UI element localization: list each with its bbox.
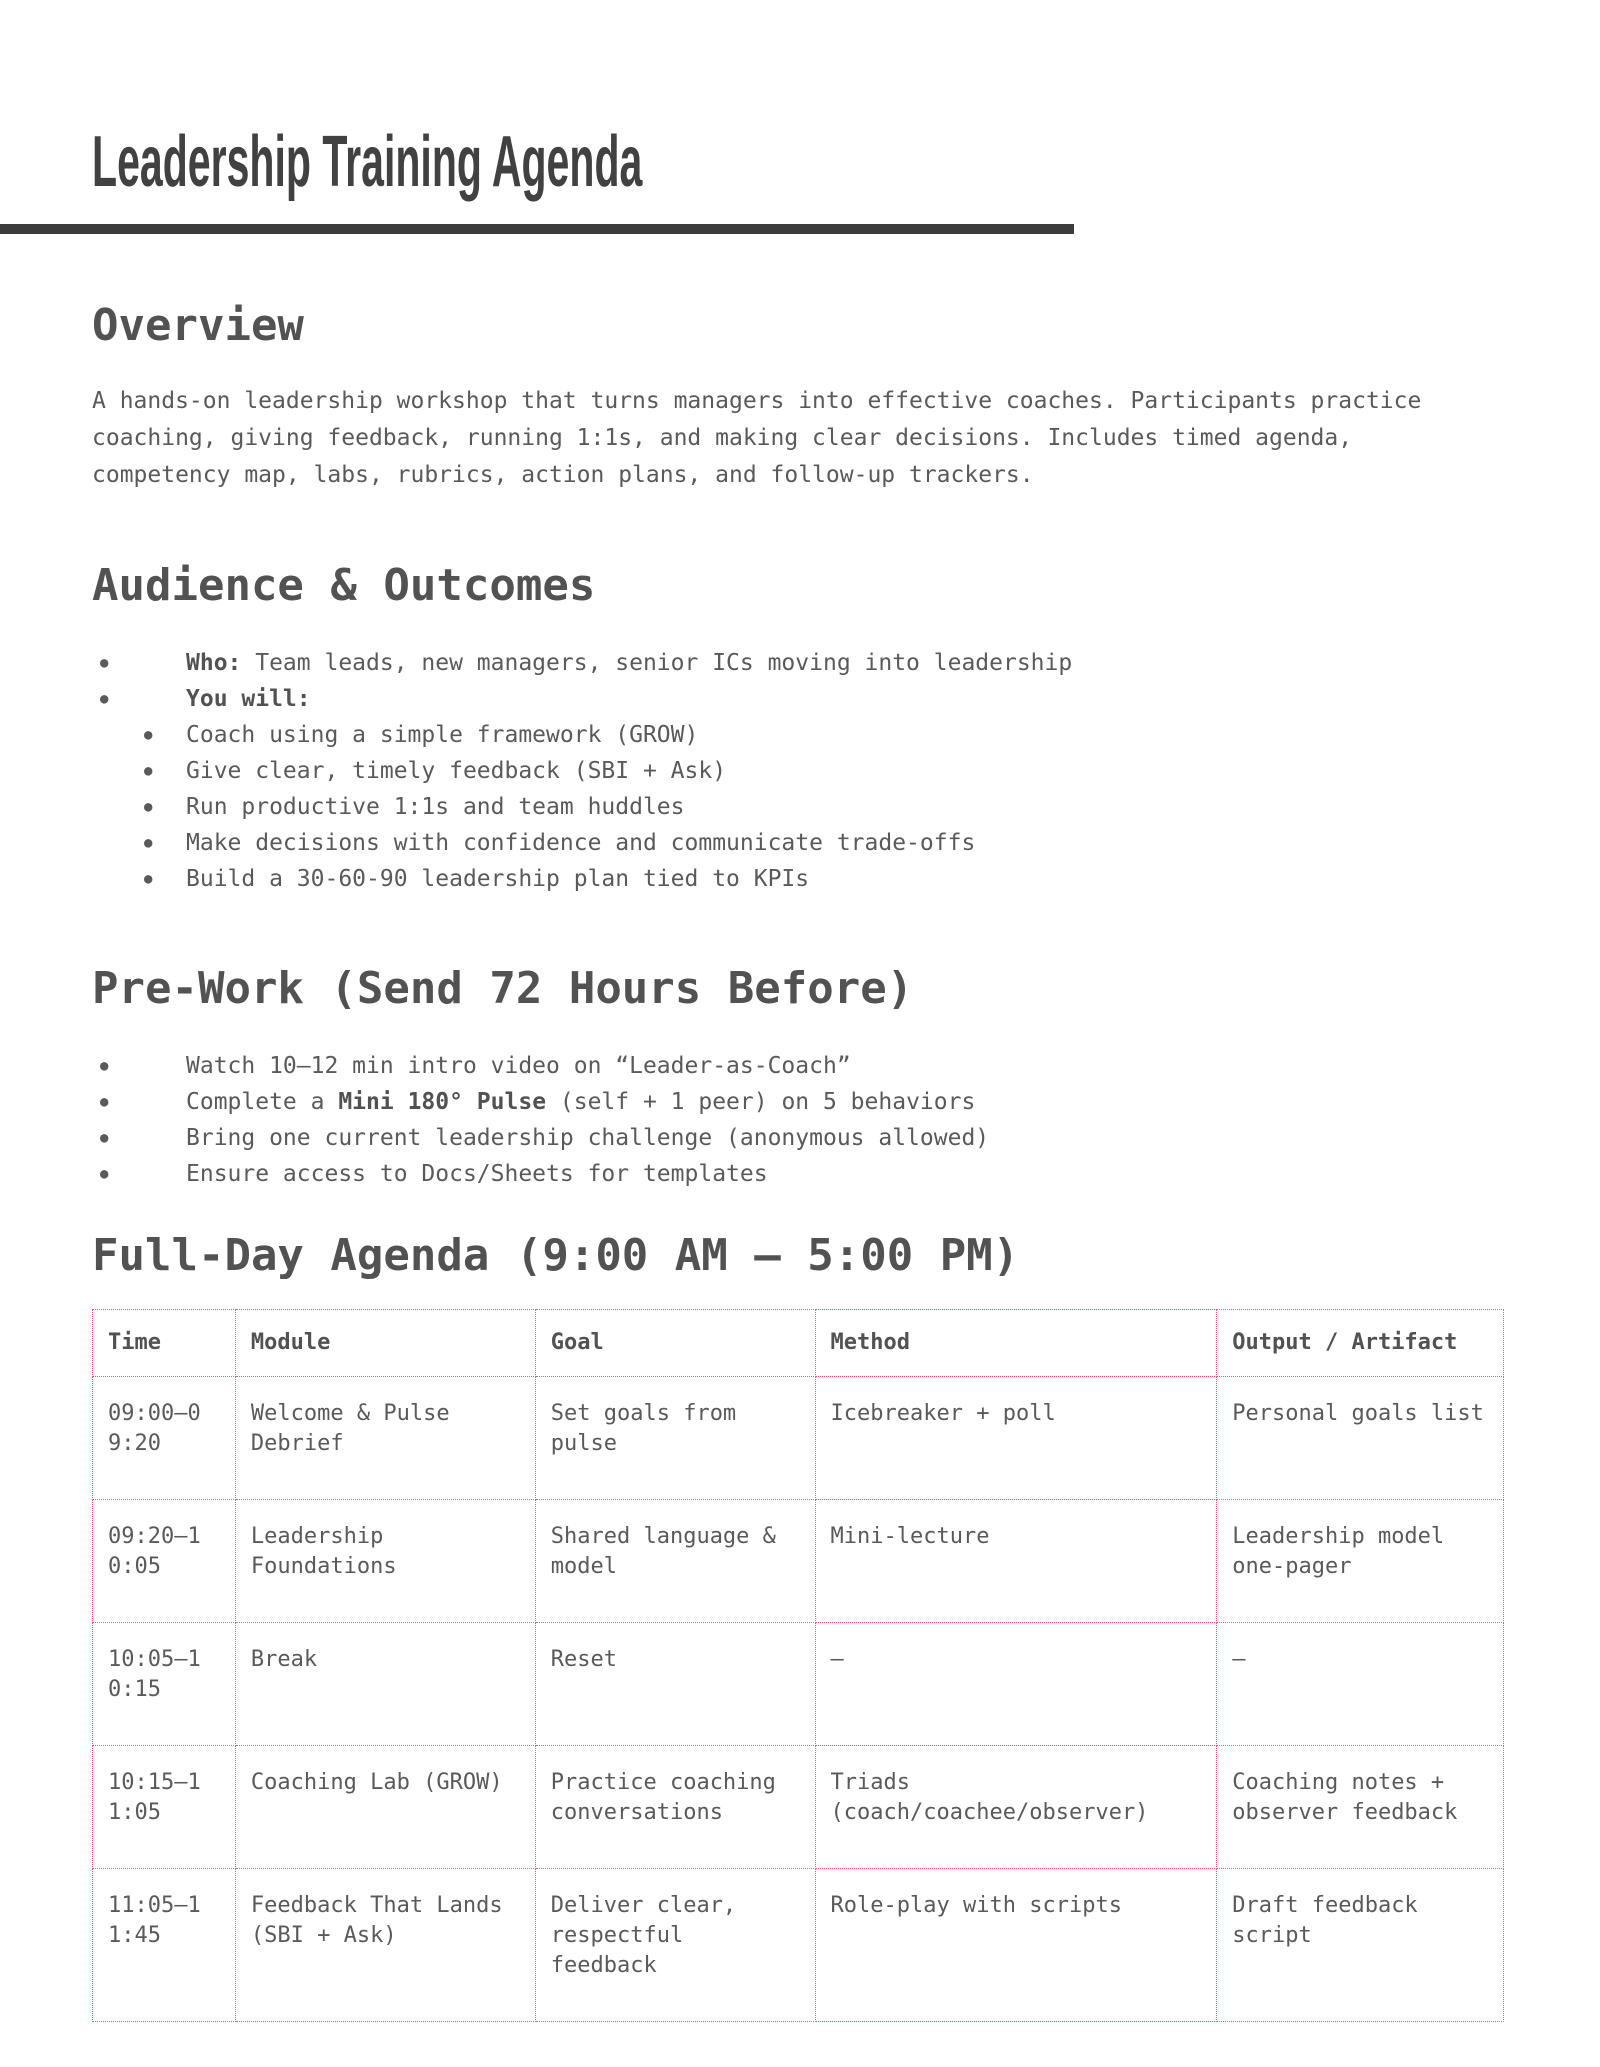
bold-text: Mini 180° Pulse: [338, 1089, 547, 1115]
title-rule-divider: [0, 224, 1074, 234]
agenda-heading: Full-Day Agenda (9:00 AM – 5:00 PM): [92, 1230, 1020, 1281]
bold-text: You will:: [186, 686, 311, 712]
list-item: ● Bring one current leadership challenge (anonymous allowed): [92, 1120, 1504, 1156]
table-cell: Set goals from pulse: [535, 1377, 815, 1500]
table-cell: Personal goals list: [1217, 1377, 1504, 1500]
list-item: ● Who: Team leads, new managers, senior ICs moving into leadership: [92, 645, 1504, 681]
agenda-table-header-row: [93, 1310, 1504, 1377]
sub-list: [92, 717, 1504, 897]
overview-heading: Overview: [92, 300, 304, 351]
prework-list: [92, 1048, 1504, 1192]
list-item: [92, 681, 1504, 717]
time-cell: 11:05–11:45: [93, 1869, 236, 2022]
table-row: [93, 1746, 1504, 1869]
sub-list-item: ● Build a 30-60-90 leadership plan tied to KPIs: [92, 861, 1504, 897]
prework-heading: Pre-Work (Send 72 Hours Before): [92, 963, 914, 1014]
time-cell: 09:00–09:20: [93, 1377, 236, 1500]
table-cell: Triads (coach/coachee/observer): [815, 1746, 1217, 1869]
agenda-table-body: [93, 1377, 1504, 2022]
table-cell: Practice coaching conversations: [535, 1746, 815, 1869]
table-cell: Leadership model one-pager: [1217, 1500, 1504, 1623]
bold-text: Who:: [186, 650, 242, 676]
table-cell: Feedback That Lands (SBI + Ask): [235, 1869, 535, 2022]
overview-paragraph: A hands-on leadership workshop that turns managers into effective coaches. Participants practice coaching, giving feedback, running 1:1s, and making clear decisions. Includes timed agenda, competency map, labs, rubrics, action plans, and follow-up trackers.: [92, 388, 1422, 488]
table-cell: Reset: [535, 1623, 815, 1746]
sub-list-item: ● Give clear, timely feedback (SBI + Ask): [92, 753, 1504, 789]
column-header: Method: [815, 1310, 1217, 1377]
sub-list-item: ● Run productive 1:1s and team huddles: [92, 789, 1504, 825]
table-cell: Role-play with scripts: [815, 1869, 1217, 2022]
column-header: Output / Artifact: [1217, 1310, 1504, 1377]
column-header: Time: [93, 1310, 236, 1377]
audience-outcomes-list: [92, 645, 1504, 897]
list-item: ● Complete a Mini 180° Pulse (self + 1 peer) on 5 behaviors: [92, 1084, 1504, 1120]
table-cell: Welcome & Pulse Debrief: [235, 1377, 535, 1500]
table-row: [93, 1377, 1504, 1500]
list-item: ● Watch 10–12 min intro video on “Leader-as-Coach”: [92, 1048, 1504, 1084]
time-cell: 10:05–10:15: [93, 1623, 236, 1746]
time-cell: 09:20–10:05: [93, 1500, 236, 1623]
table-cell: Mini-lecture: [815, 1500, 1217, 1623]
table-cell: Break: [235, 1623, 535, 1746]
table-cell: –: [1217, 1623, 1504, 1746]
table-cell: Deliver clear, respectful feedback: [535, 1869, 815, 2022]
table-cell: –: [815, 1623, 1217, 1746]
table-cell: Coaching Lab (GROW): [235, 1746, 535, 1869]
list-item: ● Ensure access to Docs/Sheets for templates: [92, 1156, 1504, 1192]
column-header: Module: [235, 1310, 535, 1377]
table-cell: Coaching notes + observer feedback: [1217, 1746, 1504, 1869]
table-row: [93, 1623, 1504, 1746]
sub-list-item: ● Make decisions with confidence and communicate trade-offs: [92, 825, 1504, 861]
table-cell: Draft feedback script: [1217, 1869, 1504, 2022]
document-title: Leadership Training Agenda: [92, 122, 643, 202]
audience-outcomes-heading: Audience & Outcomes: [92, 560, 596, 611]
table-row: [93, 1869, 1504, 2022]
table-cell: Leadership Foundations: [235, 1500, 535, 1623]
column-header: Goal: [535, 1310, 815, 1377]
table-row: [93, 1500, 1504, 1623]
time-cell: 10:15–11:05: [93, 1746, 236, 1869]
sub-list-item: ● Coach using a simple framework (GROW): [92, 717, 1504, 753]
agenda-table: [92, 1309, 1504, 2022]
table-cell: Shared language & model: [535, 1500, 815, 1623]
table-cell: Icebreaker + poll: [815, 1377, 1217, 1500]
